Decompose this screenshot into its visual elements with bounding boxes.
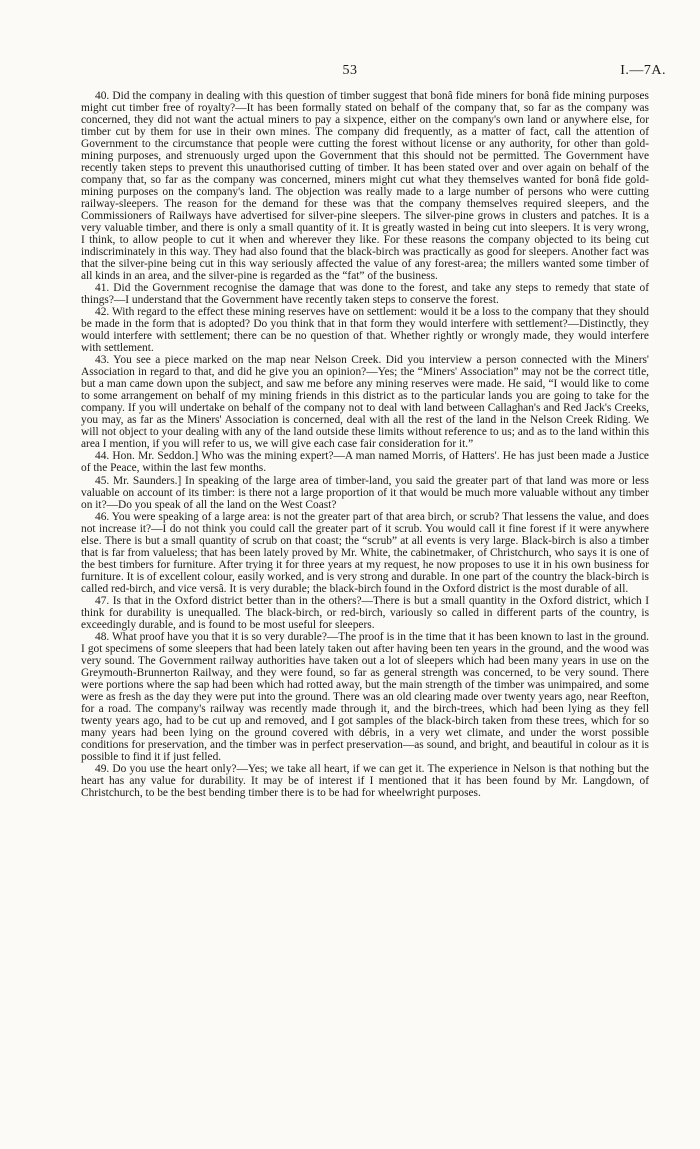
body-text: [81, 90, 649, 799]
page-number: 53: [342, 63, 358, 78]
paragraph-46: 46. You were speaking of a large area: is not the greater part of that area birch, or scrub? That lessens the value, and does not increase it?—I do not think you could call the greater part of it scrub. You would call it fine forest if it were anywhere else. There is but a small quantity of scrub on that coast; the “scrub” at all events is very large. Black-birch is also a timber that is far from valueless; that has been lately proved by Mr. White, the cabinetmaker, of Christchurch, who says it is one of the best timbers for furniture. After trying it for three years at my request, he now proposes to use it in his own business for furniture. It is of excellent colour, easily worked, and is very strong and durable. In one part of the country the black-birch is called red-birch, and vice versâ. It is very durable; the black-birch found in the Oxford district is the most durable of all.: [81, 510, 649, 595]
paragraph-47: 47. Is that in the Oxford district better than in the others?—There is but a small quantity in the Oxford district, which I think for durability is unequalled. The black-birch, or red-birch, variously so called in different parts of the country, is exceedingly durable, and is found to be most useful for sleepers.: [81, 594, 649, 631]
paragraph-40: 40. Did the company in dealing with this question of timber suggest that bonâ fide miners for bonâ fide mining purposes might cut timber free of royalty?—It has been formally stated on behalf of the company that, so far as the company was concerned, they did not want the actual miners to pay a sixpence, either on the company's own land or anywhere else, for timber cut by them for use in their own mines. The company did frequently, as a matter of fact, call the attention of Government to the circumstance that people were cutting the forest without license or any authority, for other than gold-mining purposes, and strenuously urged upon the Government that this should not be permitted. The Government have recently taken steps to prevent this unauthorised cutting of timber. It has been stated over and over again on behalf of the company that, so far as the company was concerned, miners might cut what they themselves wanted for bonâ fide gold-mining purposes on the company's land. The objection was really made to a large number of persons who were cutting railway-sleepers. The reason for the demand for these was that the company themselves required sleepers, and the Commissioners of Railways have advertised for silver-pine sleepers. The silver-pine grows in clusters and patches. It is a very valuable timber, and there is only a small quantity of it. It is greatly wasted in being cut into sleepers. It is very wrong, I think, to allow people to cut it when and wherever they like. For these reasons the company objected to its being cut indiscriminately in this way. They had also found that the black-birch was practically as good for sleepers. Another fact was that the silver-pine being cut in this way seriously affected the value of any forest-area; the millers wanted some timber of all kinds in an area, and the silver-pine is regarded as the “fat” of the business.: [81, 90, 649, 283]
paragraph-41: 41. Did the Government recognise the damage that was done to the forest, and take any steps to remedy that state of things?—I understand that the Government have recently taken steps to conserve the forest.: [81, 282, 649, 307]
paragraph-49: 49. Do you use the heart only?—Yes; we take all heart, if we can get it. The experience in Nelson is that nothing but the heart has any value for durability. It may be of interest if I mentioned that it has been found by Mr. Langdown, of Christchurch, to be the best bending timber there is to be had for wheelwright purposes.: [81, 762, 649, 799]
document-reference: I.—7A.: [620, 63, 666, 78]
paragraph-44: 44. Hon. Mr. Seddon.] Who was the mining expert?—A man named Morris, of Hatters'. He has just been made a Justice of the Peace, within the last few months.: [81, 450, 649, 475]
paragraph-48: 48. What proof have you that it is so very durable?—The proof is in the time that it has been known to last in the ground. I got specimens of some sleepers that had been lately taken out after having been ten years in the ground, and the wood was very sound. The Government railway authorities have taken out a lot of sleepers which had been many years in use on the Greymouth-Brunnerton Railway, and they were found, so far as general strength was concerned, to be very sound. There were portions where the sap had been which had rotted away, but the main strength of the timber was unimpaired, and some were as fresh as the day they were put into the ground. There was an old clearing made over twenty years ago, near Reefton, for a road. The company's railway was recently made through it, and the birch-trees, which had been lying as they fell twenty years ago, had to be cut up and removed, and I got samples of the black-birch taken from these trees, which for so many years had been lying on the ground covered with débris, in a very wet climate, and under the worst possible conditions for preservation, and the timber was in perfect preservation—as sound, and bright, and beautiful in colour as it is possible to find it if just felled.: [81, 630, 649, 763]
paragraph-43: 43. You see a piece marked on the map near Nelson Creek. Did you interview a person connected with the Miners' Association in regard to that, and did he give you an opinion?—Yes; the “Miners' Association” may not be the correct title, but a man came down upon the subject, and saw me before any mining reserves were made. He said, “I would like to come to some arrangement on behalf of my mining friends in this district as to the particular lands you are going to take for the company. If you will undertake on behalf of the company not to deal with land between Callaghan's and Red Jack's Creeks, you may, as far as the Miners' Association is concerned, deal with all the rest of the land in the Nelson Creek Riding. We will not object to your dealing with any of the land outside these limits without reference to us; and as to the land within this area I mention, if you will refer to us, we will give each case fair consideration for it.”: [81, 354, 649, 451]
paragraph-42: 42. With regard to the effect these mining reserves have on settlement: would it be a loss to the company that they should be made in the form that is adopted? Do you think that in that form they would interfere with settlement?—Distinctly, they would interfere with settlement; there can be no question of that. Whether rightly or wrongly made, they would interfere with settlement.: [81, 306, 649, 355]
paragraph-45: 45. Mr. Saunders.] In speaking of the large area of timber-land, you said the greater part of that land was more or less valuable on account of its timber: is there not a large proportion of it that would be much more valuable without any timber on it?—Do you speak of all the land on the West Coast?: [81, 474, 649, 511]
